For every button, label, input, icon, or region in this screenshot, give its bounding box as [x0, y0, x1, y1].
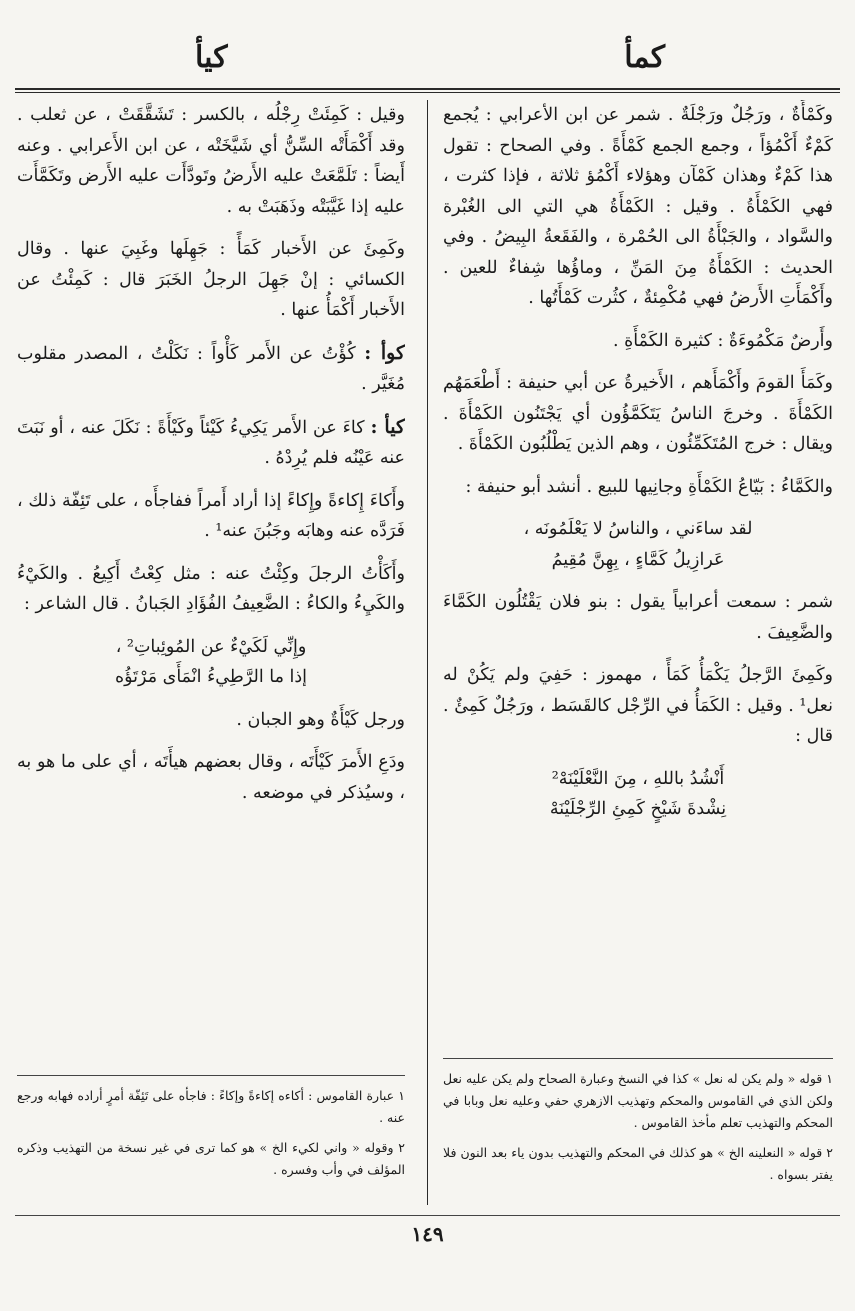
entry-text: وقيل : كَمِئَتْ رِجْلُه ، بالكسر : تَشَقَّقَتْ ، عن ثعلب . وقد أَكْمَأَتْه السِّنُّ أي شَيَّخَتْه ، عن ابن الأَعرابي . وعنه أَيضاً : تَلَمَّعَتْ عليه الأَرضُ وتَودَّأَت عليه الأَرض وتَكَمَّأَت عليه إذا غَيَّبَتْه وذَهَبَتْ به . — [17, 105, 405, 217]
entry-paragraph — [17, 338, 405, 400]
entry-text: وأَكاءَ إِكاءةً وإِكاءً إذا أراد أَمراً ففاجأَه ، على تَئِفّة ذلك ، فَرَدَّه عنه وهابَه وجَبُنَ عنه¹ . — [17, 490, 405, 541]
entry-text: ورجل كَيْأَةٌ وهو الجبان . — [236, 709, 405, 730]
entry-text: والكَمَّاءُ : بَيّاعُ الكَمْأَةِ وجانِيها للبيع . أنشد أبو حنيفة : — [465, 476, 833, 497]
left-column — [17, 100, 405, 1030]
entry-paragraph — [17, 100, 405, 222]
entry-text: وكَمِئَ عن الأَخبار كَمَأً : جَهِلَها وغَبِيَ عنها . وقال الكسائي : إنْ جَهِلَ الرجلُ الخَبَرَ قال : كَمِئْتُ عن الأَخبار أَكْمَأُ عنها . — [17, 239, 405, 320]
entry-paragraph — [443, 660, 833, 752]
headword: كيأ : — [370, 415, 405, 438]
entry-text: شمر : سمعت أعرابياً يقول : بنو فلان يَقْتُلُون الكَمَّاءَ والضَّعِيفَ . — [443, 592, 833, 643]
verse-line: نِشْدةَ شَيْخٍ كَمِئِ الرِّجْلَيْنَهْ — [549, 799, 727, 819]
entry-text: كاءَ عن الأَمر يَكِيءُ كَيْئاً وكَيْأَةً : نَكَلَ عنه ، أو نَبَتَ عنه عَيْنُه فلم يُرِدْهُ . — [17, 417, 405, 468]
entry-text: كُؤْتُ عن الأَمر كَأْواً : نَكَلْتُ ، المصدر مقلوب مُغَيَّر . — [17, 343, 405, 394]
entry-paragraph — [17, 747, 405, 808]
page-header-left: كيأ — [195, 40, 228, 75]
entry-paragraph — [17, 234, 405, 326]
entry-text: وكَمَأَ القومَ وأَكْمَأَهم ، الأَخيرةُ عن أبي حنيفة : أَطْعَمَهُم الكَمْأَةَ . وخرجَ الناسُ يَتَكَمَّؤُون أي يَجْتَنُون الكَمْأَةَ . ويقال : خرج المُتَكَمِّئُون ، وهم الذين يَطْلُبُون الكَمْأَةَ . — [443, 373, 833, 454]
verse-line: أَنْشُدُ باللهِ ، مِنَ النَّعْلَيْنَهْ² — [551, 768, 725, 789]
header-rule — [15, 88, 840, 90]
entry-paragraph — [443, 368, 833, 460]
entry-text: ودَعِ الأَمرَ كَيْأَتَه ، وقال بعضهم هيأَتَه ، أي على ما هو به ، وسيُذكر في موضعه . — [17, 752, 405, 803]
entry-paragraph — [17, 412, 405, 474]
verse-line: وإِنِّي لَكَيْءٌ عن المُوئِباتِ² ، — [115, 636, 307, 657]
entry-paragraph — [443, 326, 833, 357]
page-number: ١٤٩ — [411, 1222, 444, 1246]
entry-paragraph — [443, 587, 833, 648]
footnote-separator-right — [443, 1058, 833, 1059]
entry-text: وكَمْأَةٌ ، ورَجُلٌ ورَجْلَةٌ . شمر عن ابن الأعرابي : يُجمع كَمْءٌ أَكْمُؤاً ، وجمع الجمع كَمْأَةً . وفي الصحاح : تقول هذا كَمْءٌ وهذان كَمْآن وهؤلاء أَكْمُؤ ثلاثة ، فإذا كثرت ، فهي الكَمْأَةُ . وقيل : الكَمْأَةُ هي التي الى الغُبْرة والسَّواد ، والجَبْأَةُ الى الحُمْرة ، والفَقَعةُ البِيضُ . وفي الحديث : الكَمْأَةُ مِنَ المَنِّ ، وماؤُها شِفاءٌ للعين . وأَكْمَأَتِ الأَرضُ فهي مُكْمِئةٌ ، كثُرت كَمْأَتُها . — [443, 105, 833, 308]
entry-paragraph — [17, 486, 405, 547]
header-rule-thin — [15, 92, 840, 93]
entry-text: وأَرضٌ مَكْمُوءَةٌ : كثيرة الكَمْأَةِ . — [613, 330, 833, 351]
footnote: ١ عبارة القاموس : أكاءه إكاءةً وإكاءً : فاجأه على تَئِفّة أمرٍ أراده فهابه ورجع عنه . — [17, 1088, 405, 1125]
footnote-separator-left — [17, 1075, 405, 1076]
entry-text: وأَكَأْتُ الرجلَ وكِئْتُ عنه : مثل كِعْتُ أَكِيعُ . والكَيْءُ والكَيِءُ والكاءُ : الضَّعِيفُ الفُؤَادِ الجَبانُ . قال الشاعر : — [17, 563, 405, 614]
entry-paragraph — [17, 705, 405, 736]
footnotes-right — [443, 1068, 833, 1194]
verse-line: لقد ساءَني ، والناسُ لا يَعْلَمُونَه ، — [523, 519, 753, 539]
headword: كوأ : — [364, 341, 405, 364]
verse — [443, 514, 833, 575]
verse-line: إذا ما الرَّطِيءُ انْمَأَى مَرْتَؤُه — [114, 667, 308, 687]
footnote: ٢ قوله « النعلينه الخ » هو كذلك في المحكم والتهذيب بدون ياء بعد النون فلا يفتر بسواه . — [443, 1145, 833, 1182]
page-header-right: كمأ — [624, 40, 665, 75]
entry-paragraph — [443, 100, 833, 314]
verse — [17, 632, 405, 693]
entry-text: وكَمِئَ الرَّجلُ يَكْمَأُ كَمَأً ، مهموز : حَفِيَ ولم يَكُنْ له نعل¹ . وقيل : الكَمَأُ في الرِّجْل كالقَسَط ، ورَجُلٌ كَمِئٌ . قال : — [443, 665, 833, 746]
right-column — [443, 100, 833, 1030]
footnote: ٢ وقوله « واني لكيء الخ » هو كما ترى في غير نسخة من التهذيب وذكره المؤلف في وأب وفسره . — [17, 1140, 405, 1177]
entry-paragraph — [17, 559, 405, 620]
verse-line: عَرازِيلُ كَمَّاءٍ ، بِهِنَّ مُقِيمُ — [551, 549, 725, 570]
column-divider — [427, 100, 428, 1205]
footnote: ١ قوله « ولم يكن له نعل » كذا في النسخ وعبارة الصحاح ولم يكن عليه نعل ولكن الذي في القاموس والمحكم وتهذيب الازهري حفي وعليه نعل وبابا في المحكم والتهذيب تعلم مأخذ القاموس . — [443, 1071, 833, 1130]
verse — [443, 764, 833, 825]
footer-rule — [15, 1215, 840, 1216]
entry-paragraph — [443, 472, 833, 503]
footnotes-left — [17, 1085, 405, 1189]
